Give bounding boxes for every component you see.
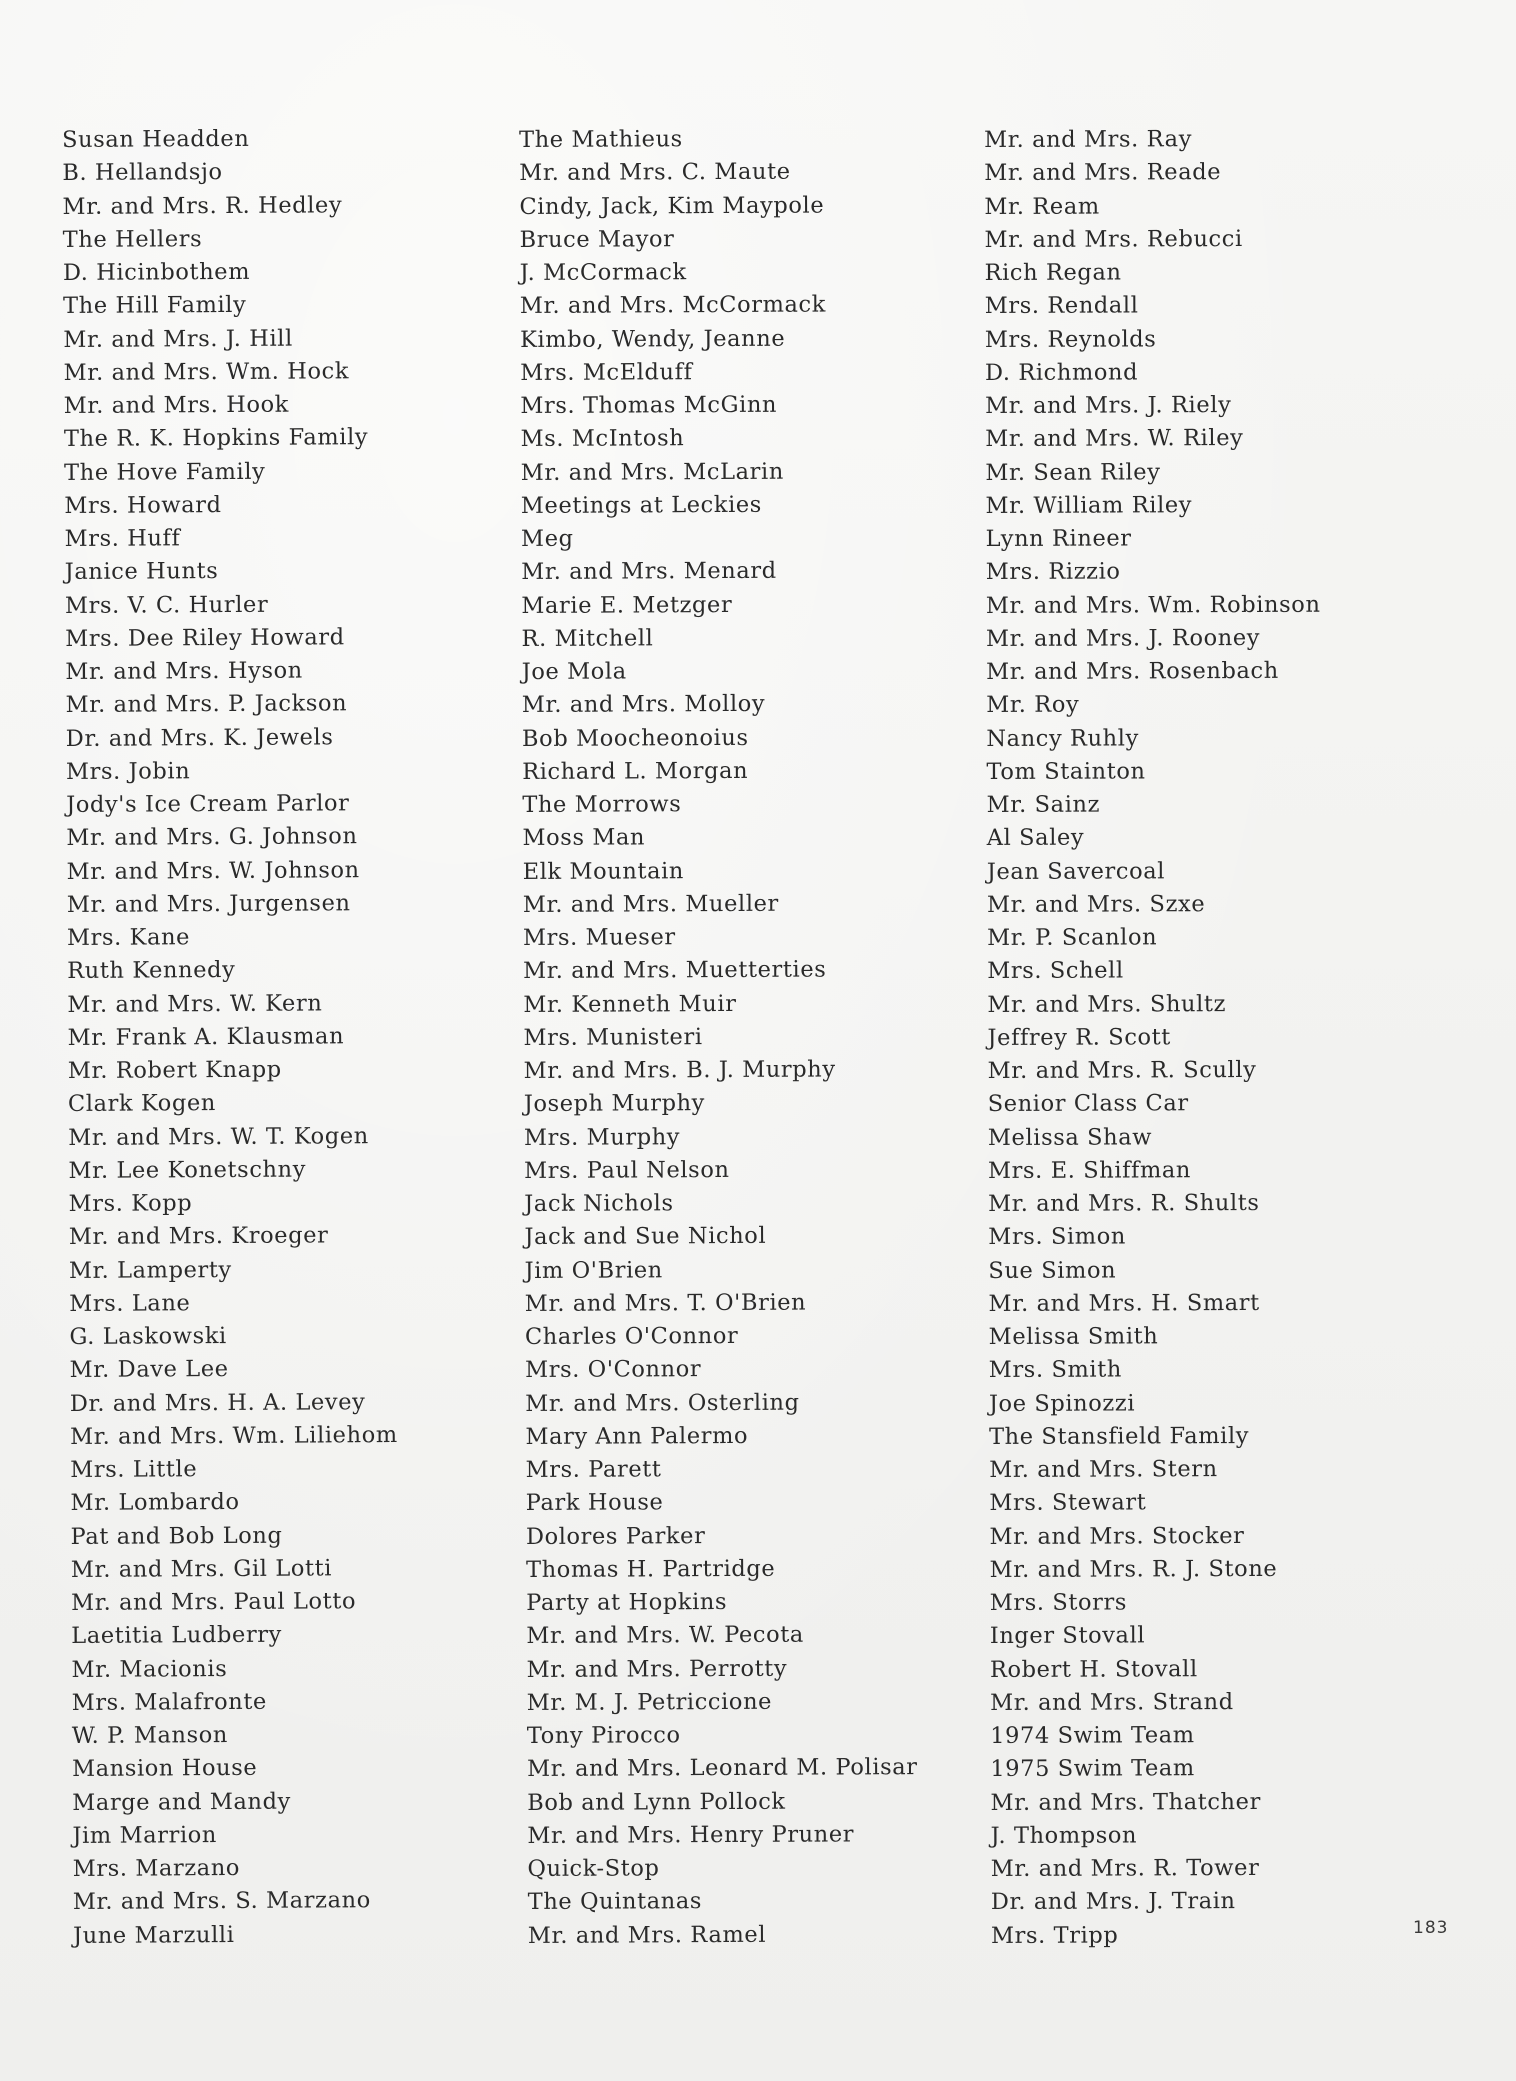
patron-entry: Mr. and Mrs. Muetterties	[523, 956, 827, 985]
patron-entry: J. Thompson	[990, 1822, 1138, 1849]
patron-entry: Mr. and Mrs. Kroeger	[68, 1222, 329, 1251]
patron-entry: Mr. and Mrs. McCormack	[519, 291, 827, 320]
patron-entry: The Hove Family	[64, 458, 266, 486]
patron-entry: Mr. and Mrs. Jurgensen	[66, 890, 351, 918]
patron-entry: Mrs. Kane	[66, 924, 191, 951]
patron-entry: Jim Marrion	[72, 1821, 218, 1849]
patron-entry: Mr. and Mrs. R. Shults	[988, 1189, 1260, 1217]
patron-entry: Mr. Lee Konetschny	[68, 1156, 307, 1184]
patron-entry: Mr. and Mrs. Wm. Robinson	[985, 591, 1321, 619]
patron-entry: Mrs. Rendall	[984, 292, 1139, 320]
patron-entry: The Hill Family	[63, 292, 247, 320]
patron-entry: Elk Mountain	[522, 857, 685, 885]
patron-entry: Mr. and Mrs. Rebucci	[984, 225, 1243, 253]
patron-entry: Mr. and Mrs. Ramel	[527, 1921, 767, 1949]
patron-entry: Meetings at Leckies	[520, 491, 762, 519]
patron-entry: Bob Moocheonoius	[521, 724, 749, 752]
patron-entry: Joe Mola	[521, 658, 627, 685]
patron-entry: Mr. and Mrs. Stocker	[989, 1522, 1245, 1550]
patron-entry: Mr. and Mrs. McLarin	[520, 458, 784, 486]
patron-entry: Jack Nichols	[524, 1190, 674, 1217]
patron-column-1	[62, 122, 401, 1953]
patron-entry: Mr. and Mrs. Perrotty	[526, 1655, 788, 1683]
patron-entry: Kimbo, Wendy, Jeanne	[519, 325, 786, 353]
patron-entry: Bruce Mayor	[519, 225, 675, 253]
patron-entry: Mr. and Mrs. H. Smart	[988, 1289, 1260, 1317]
patron-entry: Clark Kogen	[67, 1090, 217, 1118]
patron-entry: Mrs. Malafronte	[71, 1688, 267, 1716]
patron-entry: Mr. and Mrs. Stern	[989, 1456, 1218, 1483]
patron-entry: Mr. and Mrs. G. Johnson	[66, 823, 358, 852]
patron-entry: Mr. and Mrs. Rosenbach	[986, 657, 1279, 685]
patron-entry: Mr. and Mrs. Hook	[63, 391, 290, 419]
patron-entry: Rich Regan	[984, 259, 1122, 286]
patron-entry: Robert H. Stovall	[989, 1655, 1198, 1683]
patron-entry: Charles O'Connor	[524, 1322, 739, 1350]
patron-entry: Janice Hunts	[64, 558, 219, 586]
patron-entry: The Morrows	[522, 791, 682, 818]
page-number: 183	[1413, 1918, 1449, 1938]
patron-entry: Senior Class Car	[987, 1090, 1189, 1118]
patron-entry: Mr. Lombardo	[70, 1489, 240, 1517]
patron-entry: Jody's Ice Cream Parlor	[66, 790, 350, 818]
patron-entry: Mr. Kenneth Muir	[523, 990, 737, 1018]
patron-entry: Ms. McIntosh	[520, 425, 685, 453]
patron-entry: D. Hicinbothem	[62, 258, 251, 286]
patron-entry: The Quintanas	[527, 1888, 703, 1916]
patron-entry: Mr. and Mrs. C. Maute	[519, 158, 791, 187]
patron-entry: Jim O'Brien	[524, 1256, 663, 1284]
patron-entry: Mr. and Mrs. Ray	[984, 126, 1193, 153]
patron-entry: Mr. Frank A. Klausman	[67, 1023, 345, 1051]
patron-entry: Dr. and Mrs. J. Train	[990, 1888, 1236, 1916]
patron-entry: Mr. Dave Lee	[69, 1356, 229, 1384]
patron-entry: Mr. Ream	[984, 193, 1100, 220]
patron-entry: Jeffrey R. Scott	[987, 1024, 1171, 1051]
patron-entry: Mr. and Mrs. Strand	[990, 1688, 1234, 1716]
patron-entry: The Stansfield Family	[988, 1422, 1250, 1450]
patron-entry: Laetitia Ludberry	[71, 1621, 283, 1650]
patron-entry: Mrs. Howard	[64, 491, 222, 519]
patron-entry: Mrs. V. C. Hurler	[64, 591, 269, 619]
patron-entry: Mr. and Mrs. Wm. Liliehom	[69, 1421, 398, 1450]
patron-entry: Mr. M. J. Petriccione	[526, 1688, 773, 1716]
patron-column-2	[519, 122, 919, 1953]
patron-entry: Mr. and Mrs. R. Scully	[987, 1056, 1257, 1084]
patron-entry: D. Richmond	[984, 359, 1139, 386]
patron-entry: Mr. and Mrs. Menard	[521, 557, 777, 586]
patron-entry: Bob and Lynn Pollock	[527, 1788, 786, 1816]
patron-entry: Mrs. Simon	[988, 1223, 1126, 1251]
patron-entry: Joe Spinozzi	[988, 1389, 1136, 1417]
patron-entry: Mr. Macionis	[71, 1655, 228, 1683]
patron-entry: Mr. and Mrs. Reade	[984, 159, 1222, 187]
patron-entry: Mr. and Mrs. Leonard M. Polisar	[526, 1754, 918, 1783]
patron-entry: 1974 Swim Team	[990, 1722, 1195, 1749]
patron-entry: Mr. and Mrs. Thatcher	[990, 1788, 1261, 1816]
patron-entry: Mr. and Mrs. J. Riely	[985, 392, 1232, 419]
patron-entry: Mr. and Mrs. Osterling	[525, 1389, 800, 1417]
patron-entry: Mr. and Mrs. J. Rooney	[985, 624, 1261, 652]
patron-entry: Marie E. Metzger	[521, 591, 733, 619]
patron-column-3	[984, 123, 1326, 1953]
patron-entry: Inger Stovall	[989, 1622, 1146, 1650]
patron-entry: Mr. Sainz	[986, 791, 1101, 818]
patron-entry: Moss Man	[522, 824, 646, 852]
patron-entry: Mr. Roy	[986, 691, 1080, 719]
patron-entry: Mr. and Mrs. T. O'Brien	[524, 1289, 807, 1317]
patron-entry: Mr. and Mrs. Gil Lotti	[70, 1555, 333, 1583]
patron-entry: Mr. and Mrs. Molloy	[521, 691, 766, 719]
patron-entry: G. Laskowski	[69, 1323, 227, 1350]
patron-entry: Mrs. E. Shiffman	[987, 1156, 1192, 1184]
patron-entry: Lynn Rineer	[985, 525, 1132, 552]
patron-entry: Marge and Mandy	[72, 1788, 291, 1816]
patron-entry: Party at Hopkins	[526, 1589, 728, 1616]
patron-entry: Mrs. Parett	[525, 1456, 662, 1483]
patron-entry: Mrs. Thomas McGinn	[520, 391, 778, 419]
patron-entry: Al Saley	[986, 824, 1085, 852]
patron-entry: Mrs. Storrs	[989, 1589, 1128, 1616]
patron-entry: Cindy, Jack, Kim Maypole	[519, 192, 825, 220]
patron-entry: Mr. and Mrs. Paul Lotto	[70, 1588, 357, 1616]
patron-entry: Mary Ann Palermo	[525, 1422, 749, 1450]
patron-entry: Melissa Smith	[988, 1323, 1159, 1350]
patron-entry: Mr. and Mrs. W. Johnson	[66, 856, 360, 885]
patron-entry: Mrs. Murphy	[523, 1123, 681, 1151]
patron-entry: Mr. and Mrs. Mueller	[522, 890, 779, 918]
patron-entry: Mr. and Mrs. R. J. Stone	[989, 1555, 1278, 1583]
patron-entry: Mrs. Munisteri	[523, 1023, 703, 1051]
patron-entry: Nancy Ruhly	[986, 724, 1139, 752]
patron-entry: Mr. and Mrs. Wm. Hock	[63, 358, 350, 386]
patron-entry: Mr. and Mrs. P. Jackson	[65, 690, 348, 719]
patron-entry: Thomas H. Partridge	[526, 1555, 776, 1583]
patron-entry: Mr. Lamperty	[68, 1256, 232, 1284]
patron-entry: Mrs. Huff	[64, 525, 181, 552]
patron-entry: Mr. and Mrs. J. Hill	[63, 325, 293, 353]
patron-entry: Mr. and Mrs. W. Kern	[67, 989, 323, 1018]
patron-entry: Mr. and Mrs. Szxe	[986, 890, 1206, 918]
patron-entry: Jack and Sue Nichol	[524, 1223, 767, 1251]
patron-entry: June Marzulli	[72, 1921, 235, 1949]
patron-entry: Pat and Bob Long	[70, 1522, 283, 1550]
patron-entry: Mrs. Stewart	[989, 1489, 1147, 1517]
patron-entry: Mr. and Mrs. R. Hedley	[62, 191, 343, 220]
patron-entry: The R. K. Hopkins Family	[63, 424, 369, 453]
patron-entry: Mrs. Marzano	[72, 1854, 241, 1882]
patron-entry: Mrs. Mueser	[522, 924, 676, 951]
patron-entry: Richard L. Morgan	[522, 757, 749, 785]
patron-entry: The Mathieus	[519, 126, 683, 153]
patron-entry: Ruth Kennedy	[67, 957, 236, 985]
patron-entry: Tom Stainton	[986, 758, 1146, 785]
patron-entry: Mr. and Mrs. Shultz	[987, 990, 1227, 1018]
patron-entry: Joseph Murphy	[523, 1090, 706, 1118]
patron-entry: Mr. Robert Knapp	[67, 1056, 282, 1084]
patron-entry: Sue Simon	[988, 1257, 1117, 1284]
patron-entry: W. P. Manson	[71, 1722, 229, 1749]
patron-entry: Mr. and Mrs. W. T. Kogen	[68, 1122, 369, 1151]
patron-entry: Mr. and Mrs. W. Riley	[985, 425, 1244, 453]
patron-entry: The Hellers	[62, 225, 203, 253]
patron-entry: Quick-Stop	[527, 1855, 660, 1882]
patron-entry: Mrs. Little	[70, 1456, 198, 1483]
patron-entry: Jean Savercoal	[986, 857, 1166, 885]
patron-entry: Mr. and Mrs. B. J. Murphy	[523, 1056, 836, 1084]
patron-entry: Mrs. Smith	[988, 1356, 1122, 1384]
patron-entry: Dolores Parker	[525, 1522, 706, 1550]
patron-entry: Mansion House	[71, 1755, 258, 1783]
patron-entry: Susan Headden	[62, 125, 250, 153]
patron-entry: Mrs. Jobin	[65, 757, 191, 785]
patron-entry: Mr. P. Scanlon	[987, 924, 1158, 951]
patron-entry: Mr. and Mrs. W. Pecota	[526, 1621, 804, 1650]
patron-entry: R. Mitchell	[521, 625, 654, 652]
patron-entry: Mrs. O'Connor	[525, 1356, 702, 1384]
patron-entry: Mrs. Kopp	[68, 1190, 193, 1217]
patron-entry: Dr. and Mrs. K. Jewels	[65, 723, 334, 752]
patron-entry: B. Hellandsjo	[62, 159, 223, 187]
patron-entry: Mr. and Mrs. Henry Pruner	[527, 1821, 855, 1849]
patron-entry: Park House	[525, 1489, 664, 1517]
patron-entry: 1975 Swim Team	[990, 1755, 1195, 1783]
patron-entry: Mrs. Rizzio	[985, 558, 1121, 586]
patron-entry: Tony Pirocco	[526, 1722, 681, 1749]
patron-entry: Mr. and Mrs. R. Tower	[990, 1854, 1260, 1882]
patron-entry: Meg	[520, 525, 574, 552]
patron-entry: Mrs. Reynolds	[984, 325, 1157, 353]
patron-entry: Mrs. Lane	[69, 1289, 191, 1317]
patron-entry: Dr. and Mrs. H. A. Levey	[69, 1388, 366, 1417]
patron-entry: Mrs. Paul Nelson	[524, 1156, 730, 1184]
patron-entry: Mr. William Riley	[985, 491, 1193, 519]
patron-entry: Melissa Shaw	[987, 1123, 1153, 1151]
patron-entry: Mrs. McElduff	[520, 358, 693, 386]
patron-entry: Mr. Sean Riley	[985, 458, 1161, 486]
patron-entry: J. McCormack	[519, 259, 687, 286]
patron-entry: Mrs. Dee Riley Howard	[65, 624, 345, 652]
patron-entry: Mrs. Schell	[987, 957, 1124, 985]
patron-entry: Mr. and Mrs. Hyson	[65, 657, 303, 685]
patron-entry: Mr. and Mrs. S. Marzano	[72, 1887, 371, 1916]
patron-entry: Mrs. Tripp	[990, 1921, 1119, 1949]
